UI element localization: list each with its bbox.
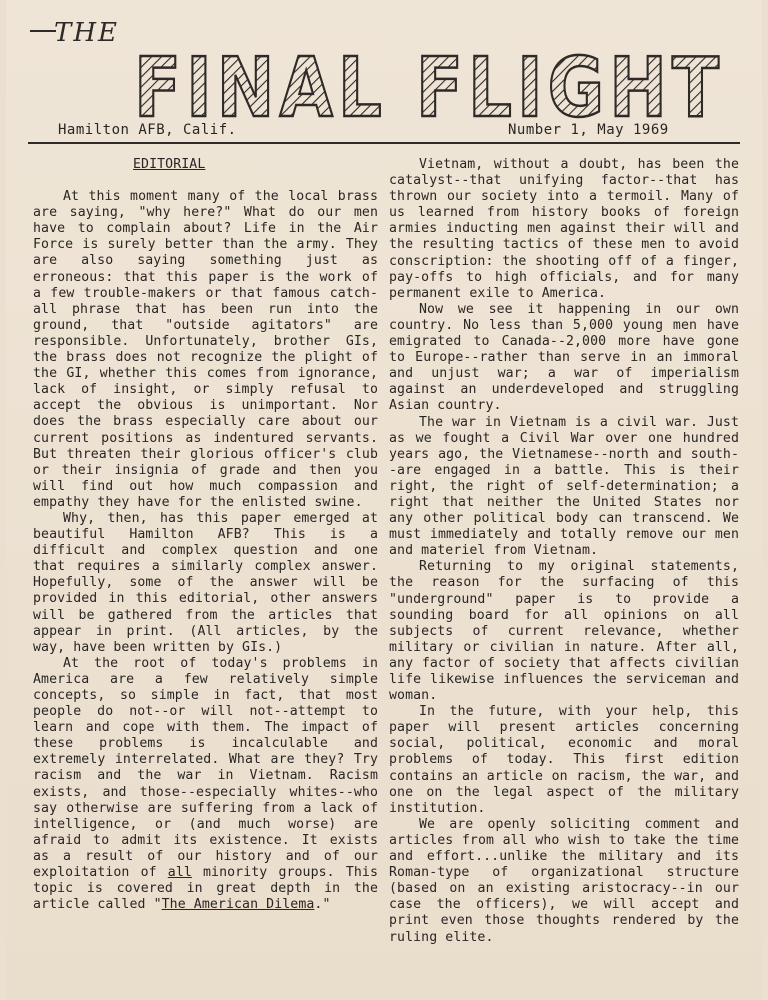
- masthead-issue: Number 1, May 1969: [508, 122, 669, 138]
- editorial-left-column: [33, 157, 378, 913]
- masthead-place: Hamilton AFB, Calif.: [58, 122, 237, 138]
- editorial-paragraph: [33, 656, 378, 914]
- editorial-paragraph: In the future, with your help, this paper will present articles concerning social, political, economic and moral problems of today. This first edition contains an article on racism, the war, and one on the legal aspect of the military institution.: [389, 704, 739, 816]
- editorial-heading: EDITORIAL: [133, 157, 206, 172]
- editorial-text: minority groups. This topic is covered in great depth in the article called ": [33, 865, 378, 913]
- editorial-paragraph: We are openly soliciting comment and articles from all who wish to take the time and effort...unlike the military and its Roman-type of organizational structure (based on an existing aristocracy--in our case the officers), we will accept and print even those thoughts rendered by the ruling elite.: [389, 816, 739, 945]
- masthead-title-text: FINAL FLIGHT: [134, 41, 724, 128]
- masthead-the: THE: [54, 18, 119, 48]
- editorial-paragraph: Vietnam, without a doubt, has been the catalyst--that unifying factor--that has thrown our society into a termoil. Many of us learned from history books of foreign armies inducting men against their will and the resulting tactics of these men to avoid conscription: the shooting off of a finger, pay-offs to high officials, and for many permanent exile to America.: [389, 157, 739, 301]
- editorial-paragraph: Returning to my original statements, the reason for the surfacing of this "underground" paper is to provide a sounding board for all opinions on all subjects of current relevance, whether military or civilian in nature. After all, any factor of society that affects civilian life likewise influences the serviceman and woman.: [389, 559, 739, 704]
- editorial-right-column: [389, 157, 739, 946]
- editorial-text: .": [314, 897, 331, 913]
- editorial-paragraph: Why, then, has this paper emerged at beautiful Hamilton AFB? This is a difficult and complex question and one that requires a similarly complex answer. Hopefully, some of the answer will be provided in this editorial, other answers will be gathered from the articles that appear in print. (All articles, by the way, have been written by GIs.): [33, 510, 378, 655]
- underlined-word-all: all: [167, 865, 192, 881]
- editorial-paragraph: Now we see it happening in our own country. No less than 5,000 young men have emigrated to Canada--2,000 more have gone to Europe--rather than serve in an immoral and unjust war; a war of imperialism against an underdeveloped and struggling Asian country.: [389, 301, 739, 414]
- editorial-paragraph: The war in Vietnam is a civil war. Just as we fought a Civil War over one hundred years ago, the Vietnamese--north and south--are engaged in a battle. This is their right, the right of self-determination; a right that neither the United States nor any other political body can transcend. We must immediately and totally remove our men and materiel from Vietnam.: [389, 414, 739, 559]
- masthead: [0, 0, 768, 150]
- article-title-link: The American Dilema: [161, 897, 315, 913]
- masthead-title: [130, 38, 730, 128]
- masthead-dash: [30, 30, 56, 32]
- masthead-rule: [28, 142, 740, 144]
- editorial-paragraph: At this moment many of the local brass are saying, "why here?" What do our men have to complain about? Life in the Air Force is surely better than the army. They are also saying something just as erroneous: that this paper is the work of a few trouble-makers or that famous catch-all phrase that has been run into the ground, that "outside agitators" are responsible. Unfortunately, brother GIs, the brass does not recognize the plight of the GI, whether this comes from ignorance, lack of insight, or simply refusal to accept the obvious is unimportant. Nor does the brass especially care about our current positions as indentured servants. But threaten their glorious officer's club or their insignia of grade and then you will find out how much compassion and empathy they have for the enlisted swine.: [33, 189, 378, 510]
- editorial-text: At the root of today's problems in America are a few relatively simple concepts, so simple in fact, that most people do not--or will not--attempt to learn and cope with them. The impact of these problems is incalculable and extremely interrelated. What are they? Try racism and the war in Vietnam. Racism exists, and those--especially whites--who say otherwise are suffering from a lack of intelligence, or (and much worse) are afraid to admit its existence. It exists as a result of our history and of our exploitation of: [33, 655, 378, 881]
